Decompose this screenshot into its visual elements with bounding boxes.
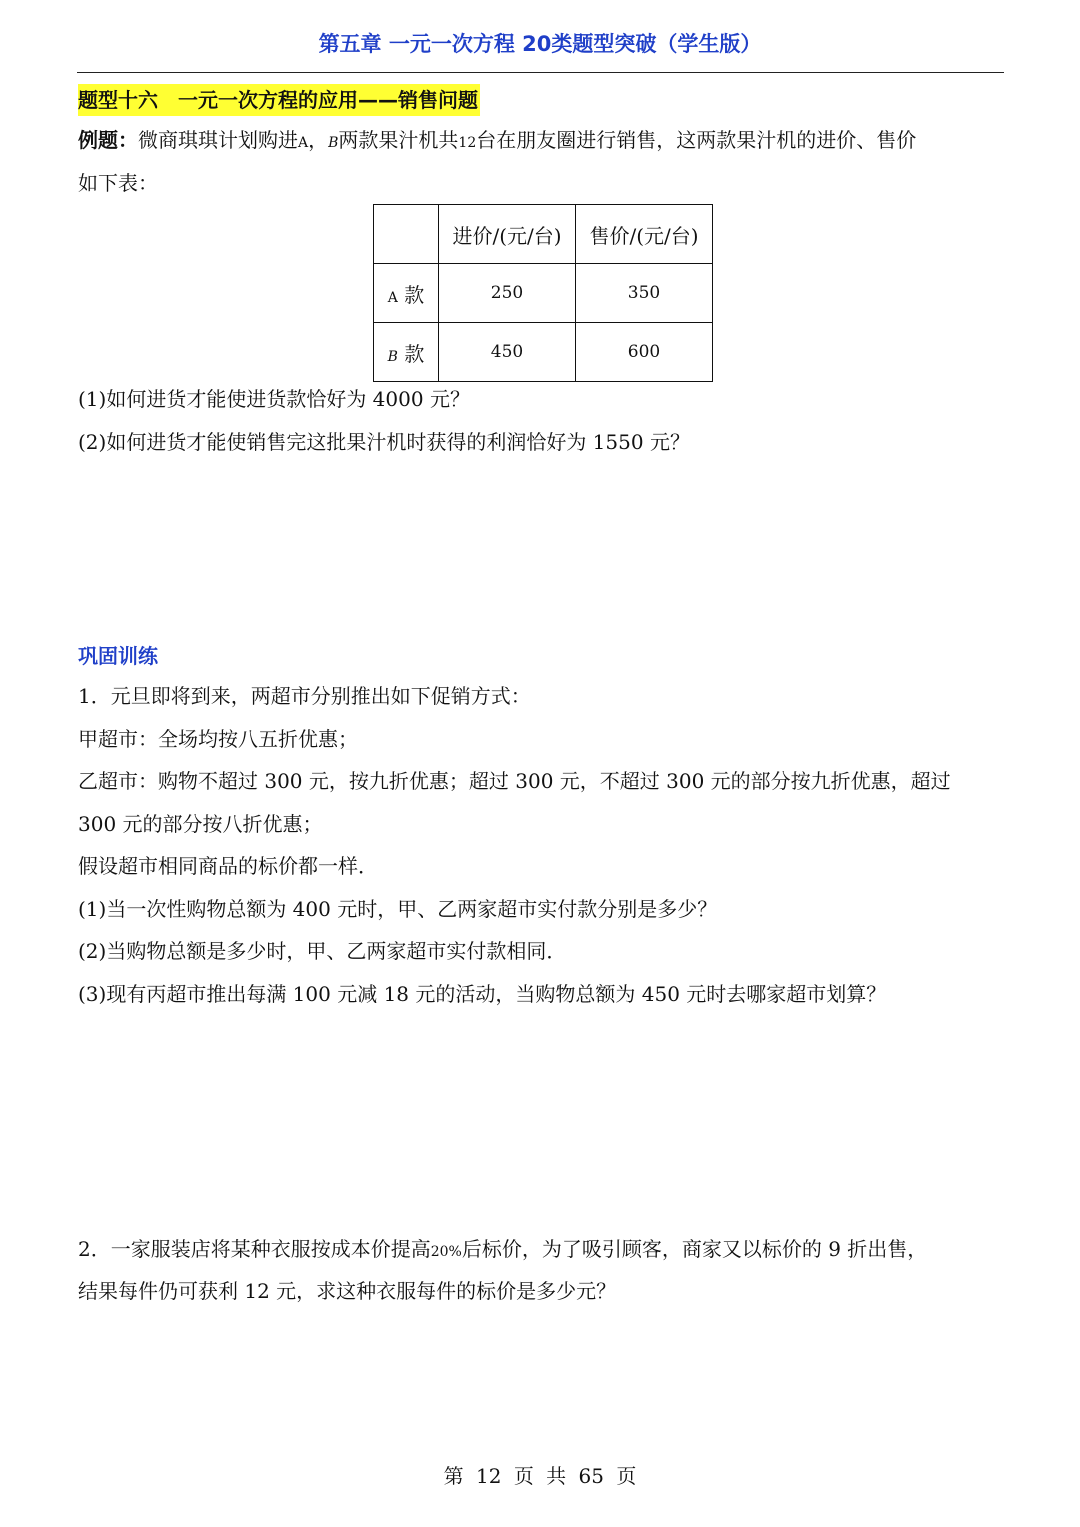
table-cell-cost: 450 (439, 323, 576, 382)
price-table (373, 204, 713, 382)
example-question-2: (2)如何进货才能使销售完这批果汁机时获得的利润恰好为 1550 元？ (78, 430, 690, 454)
q2-text-b: 后标价，为了吸引顾客，商家又以标价的 9 折出售， (461, 1237, 928, 1261)
table-header-cell: 售价/(元/台) (576, 205, 713, 264)
q1-line: 1．元旦即将到来，两超市分别推出如下促销方式： (78, 684, 531, 708)
table-row (374, 323, 713, 382)
q1-line: 乙超市：购物不超过 300 元，按九折优惠；超过 300 元，不超过 300 元的部分按九折优惠，超过 (78, 769, 951, 793)
table-cell-price: 350 (576, 264, 713, 323)
page-header-title: 第五章 一元一次方程 20类题型突破（学生版） (318, 32, 762, 56)
table-row-label (374, 323, 439, 382)
row-suffix: 款 (404, 282, 425, 307)
practice-title: 巩固训练 (78, 644, 158, 668)
example-question-1: (1)如何进货才能使进货款恰好为 4000 元？ (78, 387, 470, 411)
q1-line: (3)现有丙超市推出每满 100 元减 18 元的活动，当购物总额为 450 元时去哪家超市划算？ (78, 982, 887, 1006)
q1-line: 300 元的部分按八折优惠； (78, 812, 323, 836)
example-sep: ， (308, 128, 329, 152)
example-text-c: 台在朋友圈进行销售，这两款果汁机的进价、售价 (476, 128, 917, 152)
example-count: 12 (458, 135, 477, 151)
q1-line: 甲超市：全场均按八五折优惠； (78, 727, 358, 751)
example-line-2: 如下表： (78, 171, 158, 195)
table-row-label (374, 264, 439, 323)
example-line-1 (78, 126, 916, 157)
row-variable: A (387, 289, 398, 306)
q1-line: 假设超市相同商品的标价都一样． (78, 854, 378, 878)
example-text-a: 微商琪琪计划购进 (138, 128, 298, 152)
table-header-cell (374, 205, 439, 264)
section-title: 题型十六 一元一次方程的应用——销售问题 (78, 84, 480, 116)
table-cell-cost: 250 (439, 264, 576, 323)
q1-line: (1)当一次性购物总额为 400 元时，甲、乙两家超市实付款分别是多少？ (78, 897, 718, 921)
variable-b: B (328, 135, 339, 151)
q2-text-a: 2．一家服装店将某种衣服按成本价提高 (78, 1237, 431, 1261)
table-row (374, 264, 713, 323)
page-footer: 第 12 页 共 65 页 (443, 1464, 637, 1488)
row-variable: B (387, 348, 398, 365)
table-cell-price: 600 (576, 323, 713, 382)
row-suffix: 款 (404, 341, 425, 366)
q2-line-2: 结果每件仍可获利 12 元，求这种衣服每件的标价是多少元？ (78, 1279, 617, 1303)
example-text-b: 两款果汁机共 (338, 128, 459, 152)
q2-line-1 (78, 1235, 927, 1266)
example-label: 例题： (78, 128, 138, 152)
table-header-row (374, 205, 713, 264)
q1-line: (2)当购物总额是多少时，甲、乙两家超市实付款相同． (78, 939, 567, 963)
variable-a: A (298, 135, 309, 151)
header-divider (77, 72, 1004, 73)
table-header-cell: 进价/(元/台) (439, 205, 576, 264)
q2-percent: 20% (430, 1244, 462, 1260)
